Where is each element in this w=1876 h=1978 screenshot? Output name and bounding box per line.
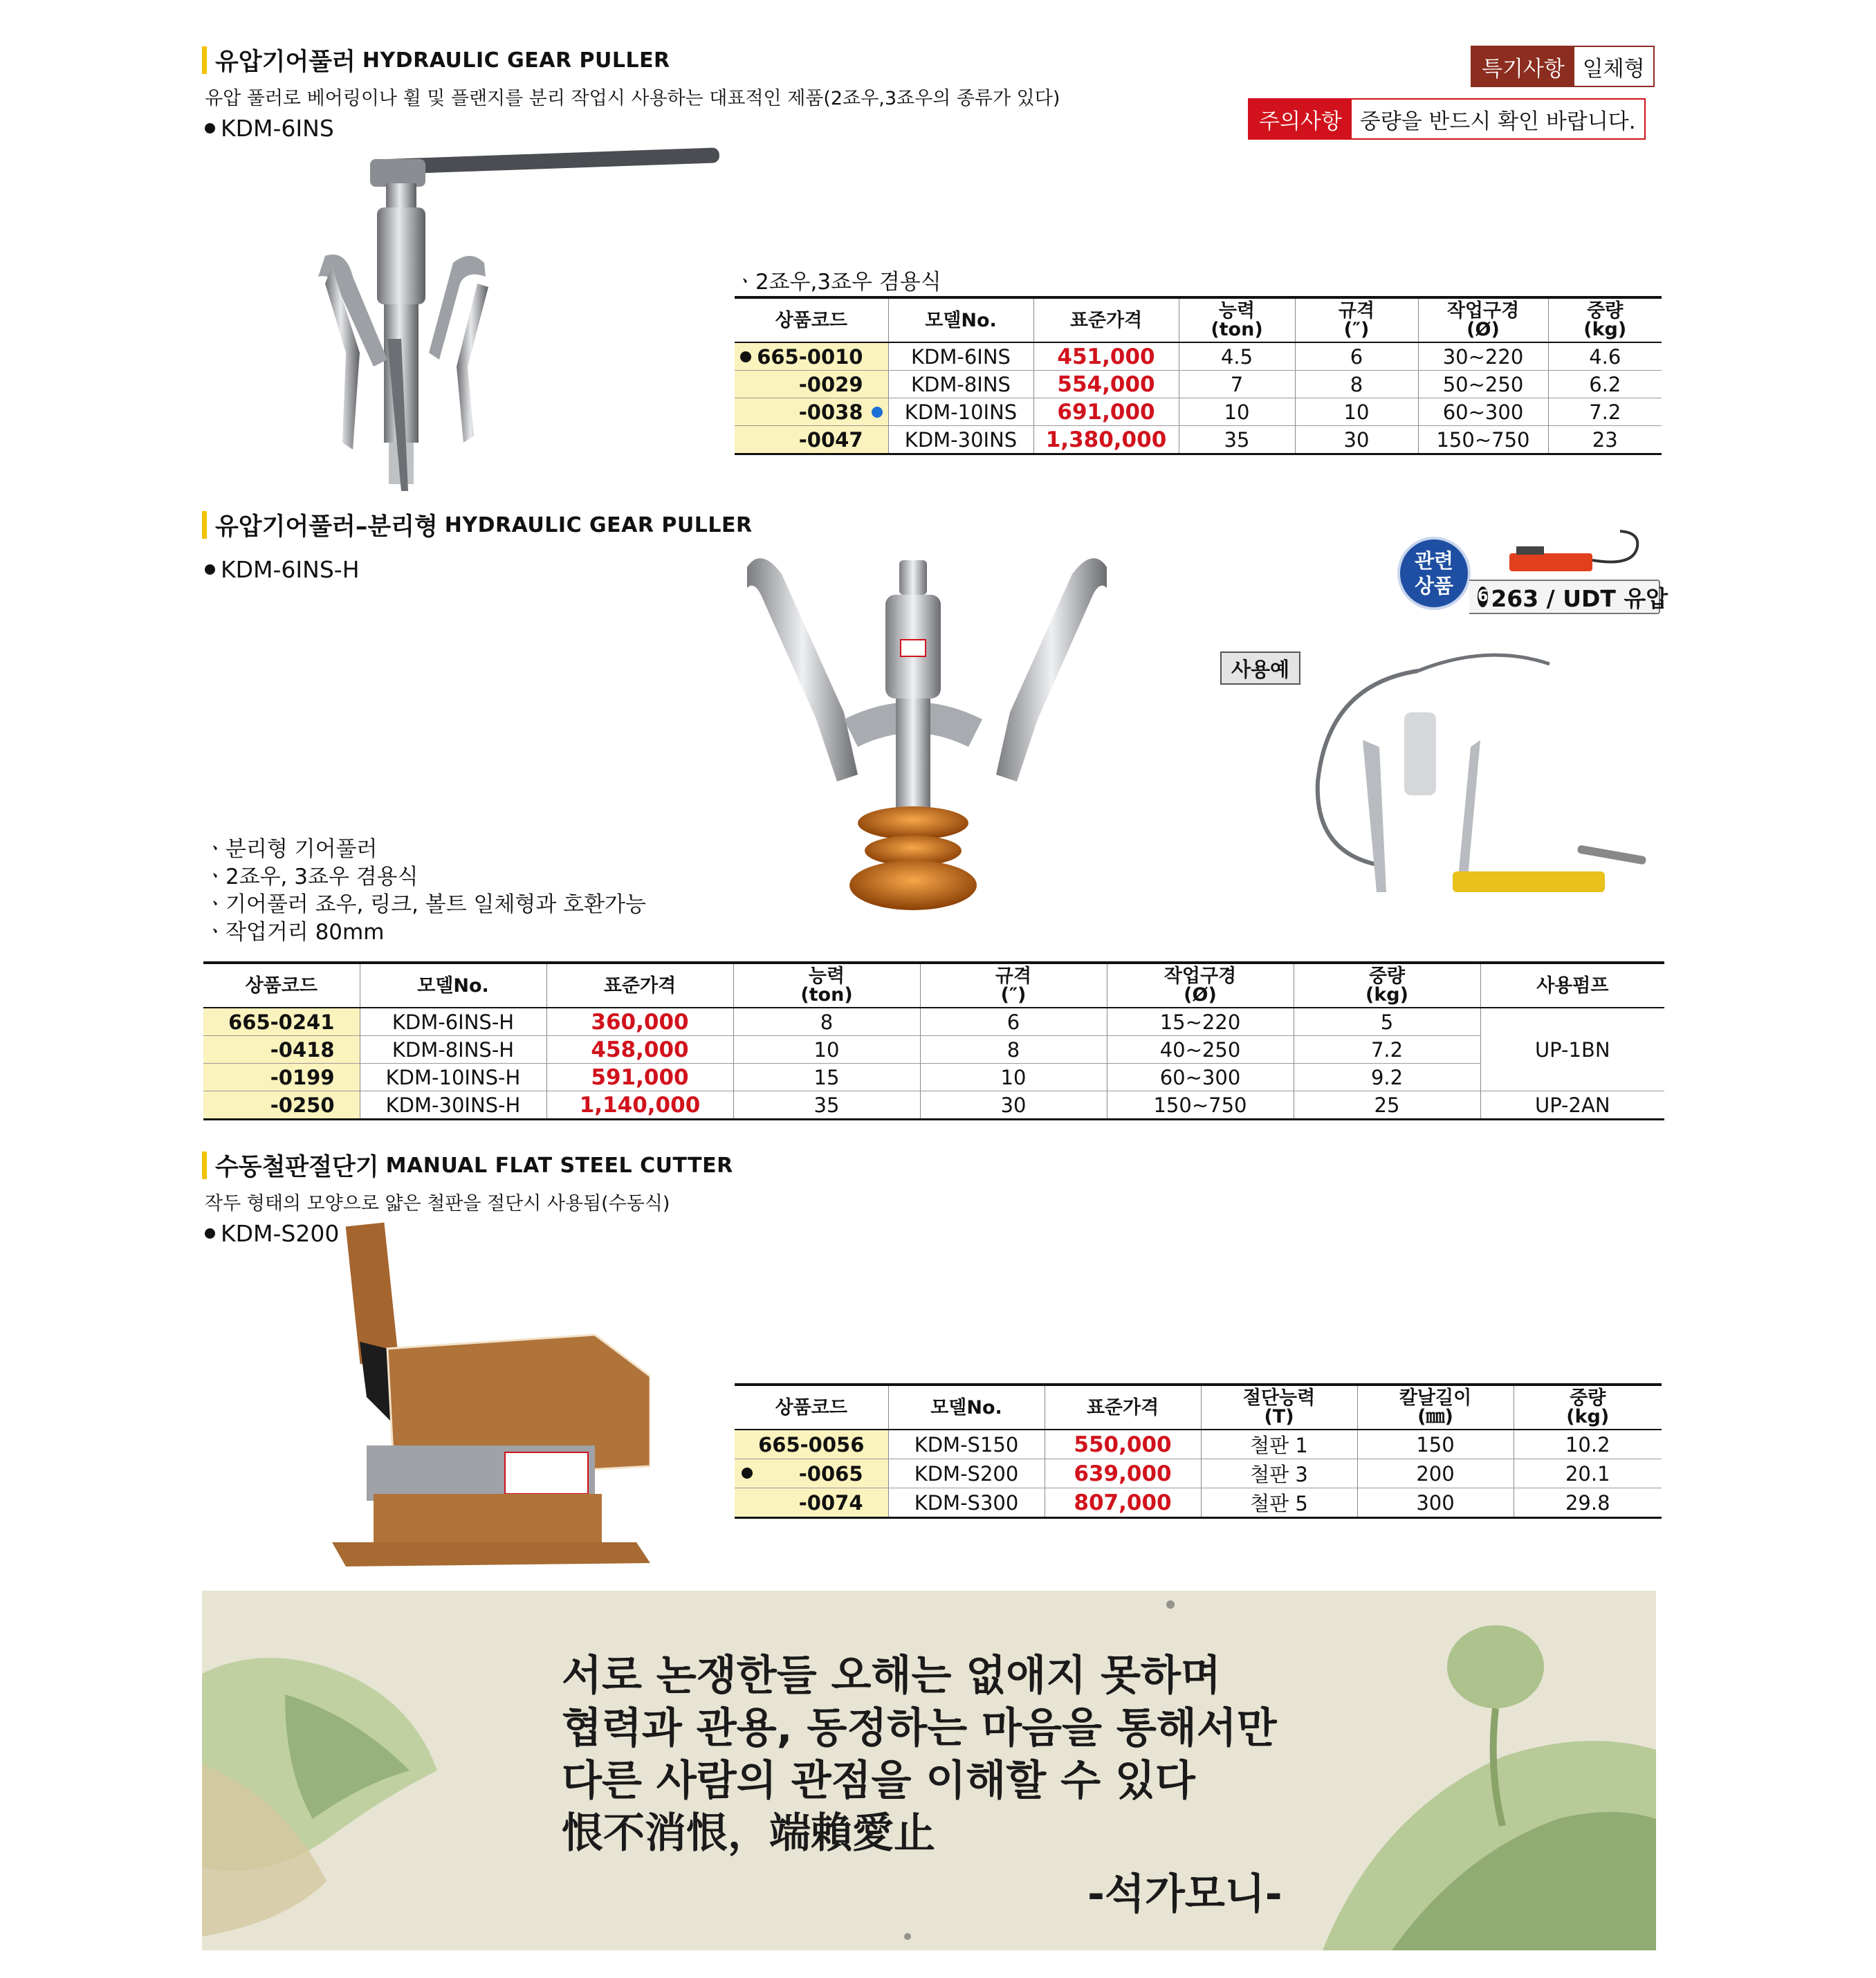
model-cell: KDM-8INS-H <box>360 1036 546 1064</box>
bullet-item: ㆍ2죠우, 3죠우 겸용식 <box>205 865 419 889</box>
range-cell: 30~220 <box>1418 342 1548 371</box>
bullet-item: ㆍ기어풀러 죠우, 링크, 볼트 일체형과 호환가능 <box>205 892 646 917</box>
weight-cell: 23 <box>1548 426 1662 454</box>
caution-badge <box>1248 98 1646 140</box>
col-header: 작업구경 (Ø) <box>1418 297 1548 342</box>
col-header: 절단능력 (T) <box>1201 1385 1357 1430</box>
blade-cell: 300 <box>1357 1488 1514 1518</box>
col-header: 모델No. <box>360 963 546 1008</box>
capacity-cell: 철판 1 <box>1201 1430 1357 1459</box>
blade-cell: 150 <box>1357 1430 1514 1459</box>
related-product-link[interactable] <box>1469 580 1668 614</box>
table-row <box>735 398 1662 426</box>
section-title-ko: 유압기어풀러–분리형 <box>215 513 438 541</box>
col-header: 칼날길이 (㎜) <box>1357 1385 1514 1430</box>
quote-line: 다른 사람의 관점을 이해할 수 있다 <box>562 1757 1195 1805</box>
col-header: 표준가격 <box>1045 1385 1201 1430</box>
price-cell: 639,000 <box>1045 1459 1201 1488</box>
table-row <box>203 1036 1664 1064</box>
model-name: KDM-6INS <box>221 115 334 142</box>
weight-cell: 7.2 <box>1548 398 1662 426</box>
quote-line: 협력과 관용, 동정하는 마음을 통해서만 <box>562 1704 1277 1753</box>
price-cell: 554,000 <box>1033 371 1179 398</box>
col-header: 중량 (kg) <box>1548 297 1662 342</box>
weight-cell: 5 <box>1294 1008 1480 1036</box>
price-cell: 458,000 <box>546 1036 733 1064</box>
col-header: 규격 (″) <box>1295 297 1418 342</box>
quote-banner <box>202 1591 1656 1950</box>
size-cell: 10 <box>1295 398 1418 426</box>
size-cell: 10 <box>920 1064 1107 1091</box>
bullet-dot <box>205 123 215 133</box>
caution-label: 주의사항 <box>1249 100 1352 138</box>
product-code: -0250 <box>203 1091 360 1120</box>
capacity-cell: 철판 5 <box>1201 1488 1357 1518</box>
weight-cell: 6.2 <box>1548 371 1662 398</box>
price-cell: 807,000 <box>1045 1488 1201 1518</box>
pump-cell: UP-2AN <box>1480 1091 1664 1120</box>
table-header-row <box>203 963 1664 1008</box>
model-cell: KDM-30INS <box>888 426 1033 454</box>
size-cell: 30 <box>920 1091 1107 1120</box>
model-label <box>205 115 334 142</box>
size-cell: 8 <box>920 1036 1107 1064</box>
spec-note: ㆍ2죠우,3죠우 겸용식 <box>735 270 941 295</box>
title-bar <box>202 46 207 74</box>
price-cell: 451,000 <box>1033 342 1179 371</box>
bullet-dot <box>205 1228 215 1239</box>
price-cell: 1,380,000 <box>1033 426 1179 454</box>
weight-cell: 10.2 <box>1514 1430 1662 1459</box>
model-cell: KDM-6INS-H <box>360 1008 546 1036</box>
size-cell: 6 <box>1295 342 1418 371</box>
spec-table-cutter <box>735 1383 1662 1519</box>
table-row <box>203 1008 1664 1036</box>
section-description: 작두 형태의 모양으로 얇은 철판을 절단시 사용됨(수동식) <box>205 1193 670 1214</box>
size-cell: 8 <box>1295 371 1418 398</box>
col-header: 중량 (kg) <box>1514 1385 1662 1430</box>
related-products-badge: 관련 상품 <box>1397 537 1471 610</box>
table-row <box>735 426 1662 454</box>
range-cell: 40~250 <box>1107 1036 1294 1064</box>
spec-table-split <box>203 961 1664 1120</box>
usage-example-label: 사용예 <box>1220 651 1300 685</box>
product-code: -0418 <box>203 1036 360 1064</box>
quote-text <box>562 1649 1282 1919</box>
page-number-icon: 6 <box>1478 586 1488 607</box>
new-mark <box>872 407 883 418</box>
col-header: 능력 (ton) <box>1179 297 1295 342</box>
model-cell: KDM-S150 <box>888 1430 1045 1459</box>
weight-cell: 7.2 <box>1294 1036 1480 1064</box>
range-cell: 150~750 <box>1418 426 1548 454</box>
price-cell: 1,140,000 <box>546 1091 733 1120</box>
price-cell: 360,000 <box>546 1008 733 1036</box>
col-header: 모델No. <box>888 297 1033 342</box>
col-header: 중량 (kg) <box>1294 963 1480 1008</box>
section-title-en: HYDRAULIC GEAR PULLER <box>362 48 670 73</box>
feature-bullets <box>205 835 646 946</box>
pump-cell: UP-1BN <box>1480 1008 1664 1091</box>
quote-author: -석가모니- <box>1087 1870 1282 1919</box>
product-code: -0029 <box>735 371 888 398</box>
capacity-cell: 10 <box>1179 398 1295 426</box>
capacity-cell: 15 <box>733 1064 920 1091</box>
model-cell: KDM-6INS <box>888 342 1033 371</box>
quote-line: 서로 논쟁한들 오해는 없애지 못하며 <box>562 1652 1221 1700</box>
capacity-cell: 35 <box>733 1091 920 1120</box>
price-cell: 550,000 <box>1045 1430 1201 1459</box>
table-row <box>735 1430 1662 1459</box>
col-header: 표준가격 <box>546 963 733 1008</box>
caution-value: 중량을 반드시 확인 바랍니다. <box>1352 100 1644 138</box>
weight-cell: 29.8 <box>1514 1488 1662 1518</box>
bullet-dot <box>205 564 215 575</box>
model-cell: KDM-30INS-H <box>360 1091 546 1120</box>
capacity-cell: 8 <box>733 1008 920 1036</box>
section-title-en: MANUAL FLAT STEEL CUTTER <box>385 1153 733 1178</box>
table-row <box>203 1064 1664 1091</box>
table-row <box>735 342 1662 371</box>
section-title-manual-cutter <box>202 1148 733 1183</box>
weight-cell: 20.1 <box>1514 1459 1662 1488</box>
section-title-en: HYDRAULIC GEAR PULLER <box>444 512 753 537</box>
col-header: 작업구경 (Ø) <box>1107 963 1294 1008</box>
capacity-cell: 4.5 <box>1179 342 1295 371</box>
split-gear-puller-image <box>733 546 1121 934</box>
product-code: 665-0056 <box>735 1430 888 1459</box>
table-header-row <box>735 1385 1662 1430</box>
blade-cell: 200 <box>1357 1459 1514 1488</box>
model-label <box>205 556 360 583</box>
section-title-ko: 유압기어풀러 <box>215 48 356 76</box>
col-header: 규격 (″) <box>920 963 1107 1008</box>
spec-table-hydraulic <box>735 296 1662 455</box>
col-header: 능력 (ton) <box>733 963 920 1008</box>
range-cell: 50~250 <box>1418 371 1548 398</box>
usage-example-image <box>1314 643 1660 934</box>
col-header: 사용펌프 <box>1480 963 1664 1008</box>
size-cell: 30 <box>1295 426 1418 454</box>
product-code: -0074 <box>735 1488 888 1518</box>
product-code: -0047 <box>735 426 888 454</box>
quote-line: 恨不消恨，端賴愛止 <box>562 1809 935 1858</box>
col-header: 표준가격 <box>1033 297 1179 342</box>
feature-badge <box>1471 46 1655 87</box>
feature-label: 특기사항 <box>1472 47 1574 86</box>
weight-cell: 9.2 <box>1294 1064 1480 1091</box>
model-name: KDM-6INS-H <box>221 556 360 583</box>
range-cell: 60~300 <box>1418 398 1548 426</box>
section-title-hydraulic-gear-puller-split <box>202 508 753 542</box>
product-code: 665-0241 <box>203 1008 360 1036</box>
bullet-item: ㆍ분리형 기어풀러 <box>205 837 378 862</box>
weight-cell: 25 <box>1294 1091 1480 1120</box>
range-cell: 150~750 <box>1107 1091 1294 1120</box>
title-bar <box>202 1152 207 1179</box>
steel-cutter-image <box>332 1217 650 1577</box>
model-cell: KDM-8INS <box>888 371 1033 398</box>
model-cell: KDM-10INS-H <box>360 1064 546 1091</box>
col-header: 상품코드 <box>203 963 360 1008</box>
feature-value: 일체형 <box>1574 47 1653 86</box>
recommended-mark <box>740 351 751 362</box>
capacity-cell: 철판 3 <box>1201 1459 1357 1488</box>
capacity-cell: 10 <box>733 1036 920 1064</box>
size-cell: 6 <box>920 1008 1107 1036</box>
section-description: 유압 풀러로 베어링이나 휠 및 플랜지를 분리 작업시 사용하는 대표적인 제품(2죠우,3죠우의 종류가 있다) <box>205 88 1060 109</box>
col-header: 상품코드 <box>735 297 888 342</box>
model-cell: KDM-S200 <box>888 1459 1045 1488</box>
model-cell: KDM-S300 <box>888 1488 1045 1518</box>
table-row <box>735 1459 1662 1488</box>
model-name: KDM-S200 <box>221 1220 340 1247</box>
product-code: -0038 <box>735 398 888 426</box>
table-row <box>735 1488 1662 1518</box>
section-title-hydraulic-gear-puller <box>202 43 670 77</box>
range-cell: 15~220 <box>1107 1008 1294 1036</box>
range-cell: 60~300 <box>1107 1064 1294 1091</box>
related-product-text: 263 / UDT 유압 <box>1491 584 1668 612</box>
capacity-cell: 7 <box>1179 371 1295 398</box>
product-code: 665-0010 <box>735 342 888 371</box>
price-cell: 591,000 <box>546 1064 733 1091</box>
col-header: 상품코드 <box>735 1385 888 1430</box>
capacity-cell: 35 <box>1179 426 1295 454</box>
bullet-item: ㆍ작업거리 80mm <box>205 920 385 945</box>
hydraulic-pump-icon <box>1502 526 1648 581</box>
product-code: -0199 <box>203 1064 360 1091</box>
table-row <box>735 371 1662 398</box>
gear-puller-image <box>304 145 747 505</box>
section-title-ko: 수동철판절단기 <box>215 1154 379 1181</box>
col-header: 모델No. <box>888 1385 1045 1430</box>
product-code: -0065 <box>735 1459 888 1488</box>
recommended-mark <box>742 1468 753 1479</box>
weight-cell: 4.6 <box>1548 342 1662 371</box>
price-cell: 691,000 <box>1033 398 1179 426</box>
title-bar <box>202 511 207 539</box>
model-cell: KDM-10INS <box>888 398 1033 426</box>
model-label <box>205 1220 339 1247</box>
table-header-row <box>735 297 1662 342</box>
table-row <box>203 1091 1664 1120</box>
